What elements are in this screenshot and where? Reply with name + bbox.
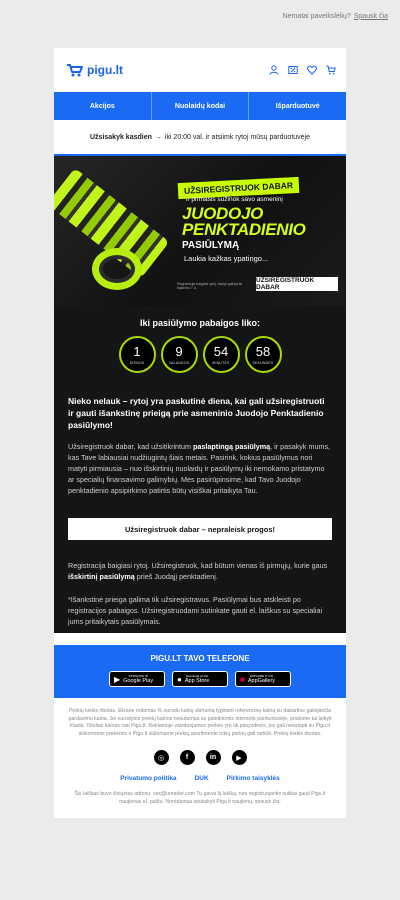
youtube-icon[interactable]: ▶ xyxy=(232,750,247,765)
hero-headline-line1: JUODOJO xyxy=(182,204,264,223)
hero-tag-register: UŽSIREGISTRUOK DABAR xyxy=(178,177,300,199)
heart-icon[interactable] xyxy=(307,65,317,75)
app-download-section xyxy=(54,645,346,698)
hero-tag-subline: ir pirmasis sužinok savo asmeninį xyxy=(186,196,283,203)
hero-headline xyxy=(182,206,306,238)
nav-item-akcijos[interactable]: Akcijos xyxy=(54,92,152,120)
cart-icon[interactable] xyxy=(326,65,336,75)
preheader xyxy=(0,0,400,32)
cta-row xyxy=(54,508,346,552)
promo-strip-bold: Užsisakyk kasdien xyxy=(90,133,152,141)
countdown-section xyxy=(54,306,346,387)
delivery-promo-strip[interactable] xyxy=(54,120,346,156)
faq-link[interactable]: DUK xyxy=(194,775,209,782)
social-links xyxy=(64,750,336,765)
privacy-policy-link[interactable]: Privatumo politika xyxy=(120,775,177,782)
countdown-seconds-label: SEKUNDĖS xyxy=(252,360,274,365)
p1-highlight: paslaptingą pasiūlymą xyxy=(193,442,271,451)
body-text xyxy=(54,387,346,496)
p1-part-a: Užsiregistruok dabar, kad užsitikrintum xyxy=(68,442,194,451)
countdown-minutes-label: MINUTĖS xyxy=(212,360,230,365)
hero-banner[interactable] xyxy=(54,156,346,306)
app-gallery-small: EXPLORE IT ON xyxy=(249,674,273,678)
countdown-hours-value: 9 xyxy=(175,343,183,359)
app-store-badge[interactable] xyxy=(172,671,228,687)
hero-fine-print: Registracija baigiasi rytoj. Akcija galioja iki lapkričio 7 d. xyxy=(177,282,243,290)
countdown-minutes xyxy=(203,336,240,373)
instagram-icon[interactable]: ◎ xyxy=(154,750,169,765)
countdown-title: Iki pasiūlymo pabaigos liko: xyxy=(139,318,261,328)
google-play-icon: ▶ xyxy=(114,674,121,684)
view-in-browser-link[interactable]: Spausk čia xyxy=(353,12,388,20)
pigu-logo[interactable] xyxy=(66,63,123,77)
hero-decor-roll xyxy=(92,248,142,290)
app-store-big: App Store xyxy=(184,678,210,684)
countdown-days xyxy=(119,336,156,373)
linkedin-icon[interactable]: in xyxy=(206,750,221,765)
countdown-minutes-value: 54 xyxy=(213,343,229,359)
hero-headline-line2: PENKTADIENIO xyxy=(182,220,306,239)
discount-icon[interactable] xyxy=(288,65,298,75)
nav-item-ispardoutuve[interactable]: Išparduotuvė xyxy=(275,102,320,110)
p1-part-c: , ir pasakyk mums, kas Tave labiausiai nudžiugintų šiais metais. Pasirink, kokius pasiūlymus nori matyti pirmiausia – nuo išskirtinių nuolaidų ir pasiūlymų iki nemokamo pristatymo ar specialių finansavimo galimybių. Mes pasirūpinsime, kad Tavo Juodojo penktadienio apsipirkimo patirtis būtų visiškai pritaikyta Tau. xyxy=(68,442,331,495)
nav-item-nuolaidu-kodai[interactable]: Nuolaidų kodai xyxy=(152,92,250,120)
user-icon[interactable] xyxy=(269,65,279,75)
hero-register-button[interactable]: UŽSIREGISTRUOK DABAR xyxy=(256,277,338,291)
dark-content-section xyxy=(54,156,346,633)
main-nav xyxy=(54,92,346,120)
countdown-seconds-value: 58 xyxy=(255,343,271,359)
preheader-text: Nematai paveikslėlių? xyxy=(282,12,351,20)
register-now-button[interactable]: Užsiregistruok dabar – nepraleisk progos! xyxy=(68,518,332,540)
google-play-badge[interactable] xyxy=(109,671,165,687)
paragraph-2 xyxy=(68,560,332,582)
app-store-small: Download on the xyxy=(185,674,209,678)
logo-text: pigu.lt xyxy=(87,63,123,77)
paragraph-1 xyxy=(68,441,332,496)
countdown-seconds xyxy=(245,336,282,373)
footer-disclaimer: Prekių kiekis ribotas. Ekrane rodomas % nurodo kainų skirtumą lyginant referencinę kainą su dabartine galiojančia pardavimo kaina. Jei nurodytos prekių kainos nesutampa su pateiktomis interneto parduotuvėje, prašome tai laikyti klaida. Tikslias kainas rasi Pigu.lt. Reklamoje vaizduojamos prekės yra tik pavyzdinės, jos gali nesutapti su Pigu.lt siūlomomis prekėmis ir Pigu.lt siūlomame prekių asortimente tokių prekių gali nebūti. Prekių kiekis ribotas. xyxy=(68,708,332,737)
p2-part-a: Registracija baigiasi rytoj. Užsiregistruok, kad būtum vienas iš pirmųjų, kurie gaus xyxy=(68,561,328,570)
promo-strip-text: iki 20:00 val. ir atsiimk rytoj mūsų parduotuvėje xyxy=(164,133,310,141)
footer-links xyxy=(64,775,336,782)
countdown-days-value: 1 xyxy=(133,343,141,359)
countdown-days-label: DIENOS xyxy=(129,360,145,365)
app-gallery-badge[interactable] xyxy=(235,671,291,687)
cart-logo-icon xyxy=(66,63,84,77)
lead-paragraph: Nieko nelauk – rytoj yra paskutinė diena, kai gali užsiregistruoti ir gauti išankstinę prieigą prie asmeninio Juodojo Penktadienio pasiūlymo! xyxy=(68,396,325,430)
email-container xyxy=(54,48,346,818)
app-section-title: PIGU.LT TAVO TELEFONE xyxy=(150,654,250,663)
facebook-icon[interactable]: f xyxy=(180,750,195,765)
huawei-icon: ■ xyxy=(240,674,245,684)
p2-highlight: išskirtinį pasiūlymą xyxy=(68,572,135,581)
apple-icon: ● xyxy=(177,674,182,684)
header-icons xyxy=(269,65,336,75)
countdown-clocks xyxy=(54,336,346,373)
countdown-hours xyxy=(161,336,198,373)
paragraph-3: *Išankstinė prieiga galima tik užsiregistravus. Pasiūlymai bus atskleisti po registracijos pabaigos. Užsiregistruodami sutinkate gauti el. laiškus su specialiai jums pritaikytais pasiūlymais. xyxy=(68,595,323,626)
unsubscribe-text: Šis laiškas buvo išsiųstas adresu: xxx@ureader.com Tu gavai šį laišką, nes registruojantis sutikai gauti Pigu.lt naujienas el. paštu. Norėdamas atsisakyti Pigu.lt naujienų, spausk čia: xyxy=(74,791,326,805)
email-footer xyxy=(54,698,346,818)
store-badges xyxy=(54,671,346,687)
hero-headline-line3: PASIŪLYMĄ xyxy=(182,240,240,251)
body-text-2 xyxy=(54,552,346,633)
countdown-hours-label: VALANDOS xyxy=(168,360,190,365)
purchase-rules-link[interactable]: Pirkimo taisyklės xyxy=(226,775,280,782)
p2-part-c: prieš Juodąjį penktadienį. xyxy=(134,572,218,581)
hero-subtitle: Laukia kažkas ypatingo... xyxy=(184,254,269,263)
google-play-big: Google Play xyxy=(123,678,154,684)
email-header xyxy=(54,48,346,92)
app-gallery-big: AppGallery xyxy=(247,678,276,684)
google-play-small: ATSISIŲSK IŠ xyxy=(128,674,148,678)
arrow-right-icon: → xyxy=(154,133,162,141)
